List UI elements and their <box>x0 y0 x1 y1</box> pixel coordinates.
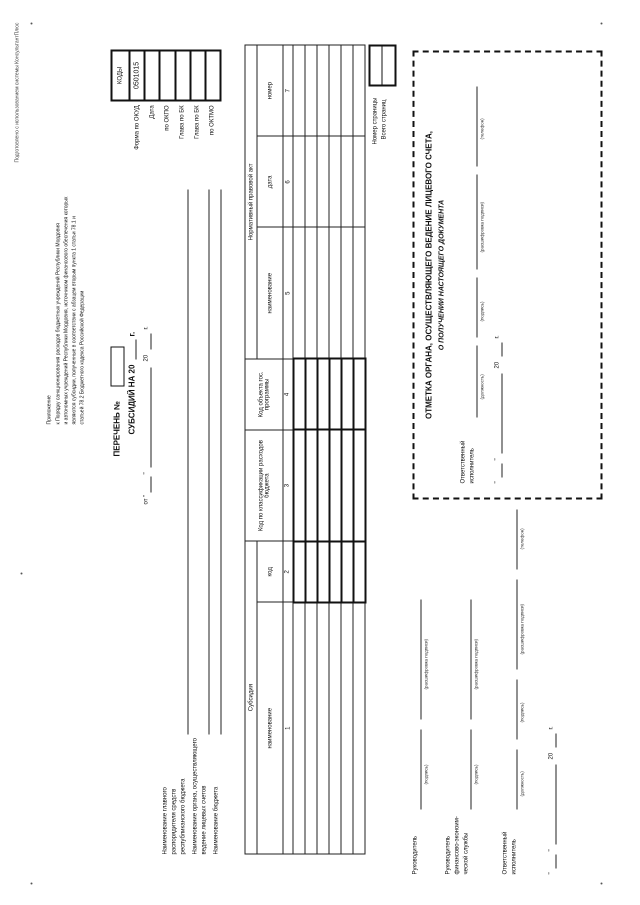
watermark-text: Подготовлено с использованием системы КонсультантПлюс <box>14 22 21 163</box>
document-subtitle: СУБСИДИЙ НА 20 <box>127 364 137 435</box>
stamp-title: ОТМЕТКА ОРГАНА, ОСУЩЕСТВЛЯЮЩЕГО ВЕДЕНИЕ ЛИЦЕВОГО СЧЕТА, <box>424 131 434 419</box>
stamp-line <box>477 87 478 167</box>
stamp-date-quote: " <box>494 458 501 461</box>
scan-speck <box>31 23 33 25</box>
date-day-blank <box>502 464 503 478</box>
cap-transcript: (расшифровка подписи) <box>473 639 479 690</box>
date-year: 20 <box>548 752 555 760</box>
col-number: 7 <box>283 45 293 136</box>
code-label: по ОКПО <box>164 105 171 131</box>
code-label: Дата <box>149 105 156 119</box>
date-suffix: г. <box>143 326 150 330</box>
code-label: по ОКТМО <box>209 105 216 136</box>
date-year: 20 <box>143 354 150 362</box>
subsidies-table <box>245 45 367 855</box>
cap-transcript: (расшифровка подписи) <box>479 202 485 253</box>
codes-header: КОДЫ <box>112 51 130 101</box>
code-value <box>205 51 220 101</box>
table-row <box>353 45 365 854</box>
sig-line <box>517 680 518 740</box>
code-value <box>175 51 190 101</box>
appendix-line: статьей 78.2 Бюджетного кодекса Российской Федерации <box>79 290 86 425</box>
table-row <box>317 45 329 854</box>
sig-line <box>517 750 518 810</box>
codes-table <box>111 50 222 185</box>
total-pages-label: Всего страниц <box>381 99 388 140</box>
stamp-subtitle: О ПОЛУЧЕНИИ НАСТОЯЩЕГО ДОКУМЕНТА <box>438 199 446 351</box>
cap-signature: (подпись) <box>423 764 429 785</box>
date-quote: " <box>548 872 555 875</box>
scan-speck <box>21 573 23 575</box>
code-value-okud: 0501015 <box>130 51 145 101</box>
date-from-label: от " <box>143 494 150 505</box>
scan-speck <box>601 23 603 25</box>
code-label: Глава по БК <box>194 105 201 139</box>
code-value <box>160 51 175 101</box>
date-quote: " <box>548 849 555 852</box>
date-day-blank <box>556 855 557 869</box>
sig-line <box>471 730 472 810</box>
header-subsidy-code: код <box>257 541 283 602</box>
cap-phone: (телефон) <box>519 528 525 550</box>
code-value <box>190 51 205 101</box>
header-subsidy-name: наименование <box>257 602 283 854</box>
field-line <box>209 190 210 735</box>
code-value <box>145 51 160 101</box>
col-number: 4 <box>283 359 293 430</box>
cap-signature: (подпись) <box>519 702 525 723</box>
sig-head-label: Руководитель <box>412 835 419 875</box>
field-label: республиканского бюджета <box>180 778 187 855</box>
stamp-executor-label: Ответственный <box>460 440 467 484</box>
field-label: Наименование главного <box>162 787 169 855</box>
date-month-blank <box>151 368 152 468</box>
code-label: Глава по БК <box>179 105 186 139</box>
date-year-blank <box>556 734 557 748</box>
cap-signature: (подпись) <box>473 764 479 785</box>
header-classification: Код по классификации расходов бюджета <box>245 430 283 541</box>
cap-position: (должность) <box>519 771 525 797</box>
header-act-name: наименование <box>257 228 283 359</box>
sig-line <box>421 600 422 720</box>
col-number: 6 <box>283 136 293 227</box>
appendix-line: к Порядку санкционирования расходов бюджетных учреждений Республики Мордовия <box>55 223 62 425</box>
page-number-box <box>369 45 397 87</box>
cap-signature: (подпись) <box>479 301 485 322</box>
table-row <box>341 45 353 854</box>
date-month-blank <box>502 374 503 454</box>
stamp-executor-label: исполнитель <box>469 448 476 484</box>
document-title: ПЕРЕЧЕНЬ № <box>112 401 122 457</box>
col-number: 1 <box>283 602 293 854</box>
stamp-date-suffix: г. <box>494 335 501 339</box>
sig-line <box>517 580 518 670</box>
cap-position: (должность) <box>479 374 485 400</box>
sig-finance-label: Руководитель <box>445 835 452 875</box>
number-box <box>111 347 125 387</box>
header-act: Нормативный правовой акт <box>245 45 257 359</box>
table-row <box>305 45 317 854</box>
appendix-title: Приложение <box>46 395 53 425</box>
cap-transcript: (расшифровка подписи) <box>423 639 429 690</box>
date-day-blank <box>151 477 152 493</box>
table-row <box>329 45 341 854</box>
rotated-document-page <box>1 0 640 905</box>
sig-finance-label: финансово-эконоим- <box>454 816 461 875</box>
header-program: Код объекта гос. программы <box>245 359 283 430</box>
header-subsidy: Субсидия <box>245 541 257 854</box>
stamp-date-quote: " <box>494 481 501 484</box>
field-label: ведение лицевых счетов <box>201 785 208 855</box>
stamp-line <box>477 346 478 418</box>
cap-phone: (телефон) <box>479 118 485 140</box>
sig-line <box>421 730 422 810</box>
appendix-line: являются субсидии, полученные в соответствии с абзацем вторым пункта 1 статьи 78.1 и <box>71 216 78 425</box>
stamp-line <box>477 278 478 338</box>
header-act-date: дата <box>257 136 283 227</box>
date-month-blank <box>556 765 557 845</box>
date-quote: " <box>143 472 150 475</box>
header-act-number: номер <box>257 45 283 136</box>
stamp-date-year: 20 <box>494 361 501 369</box>
cap-transcript: (расшифровка подписи) <box>519 604 525 655</box>
table-row <box>293 45 305 854</box>
page-number-label: Номер страницы <box>372 97 379 145</box>
date-suffix: г. <box>548 726 555 730</box>
subtitle-suffix: г. <box>127 331 137 337</box>
receipt-stamp-box <box>413 51 603 500</box>
sig-line <box>517 510 518 570</box>
sig-line <box>471 600 472 720</box>
field-label: распорядителя средств <box>171 788 178 855</box>
year-blank <box>136 340 137 360</box>
date-year-blank <box>151 334 152 350</box>
col-number: 5 <box>283 228 293 359</box>
sig-executor-label: Ответственный <box>502 831 509 875</box>
field-label: Наименование органа, осуществляющего <box>192 737 199 855</box>
code-label: Форма по ОКУД <box>134 105 141 150</box>
stamp-line <box>477 175 478 270</box>
field-line <box>188 190 189 735</box>
field-line <box>221 190 222 735</box>
sig-executor-label: исполнитель <box>511 839 518 875</box>
col-number: 3 <box>283 430 293 541</box>
col-number: 2 <box>283 541 293 602</box>
field-label: Наименование бюджета <box>213 786 220 855</box>
appendix-line: и автономных учреждений Республики Мордовия, источником финансового обеспечения которых <box>63 196 70 425</box>
sig-finance-label: ческой службы <box>463 832 470 875</box>
scan-speck <box>601 883 603 885</box>
scan-speck <box>31 883 33 885</box>
date-year-blank <box>502 343 503 357</box>
